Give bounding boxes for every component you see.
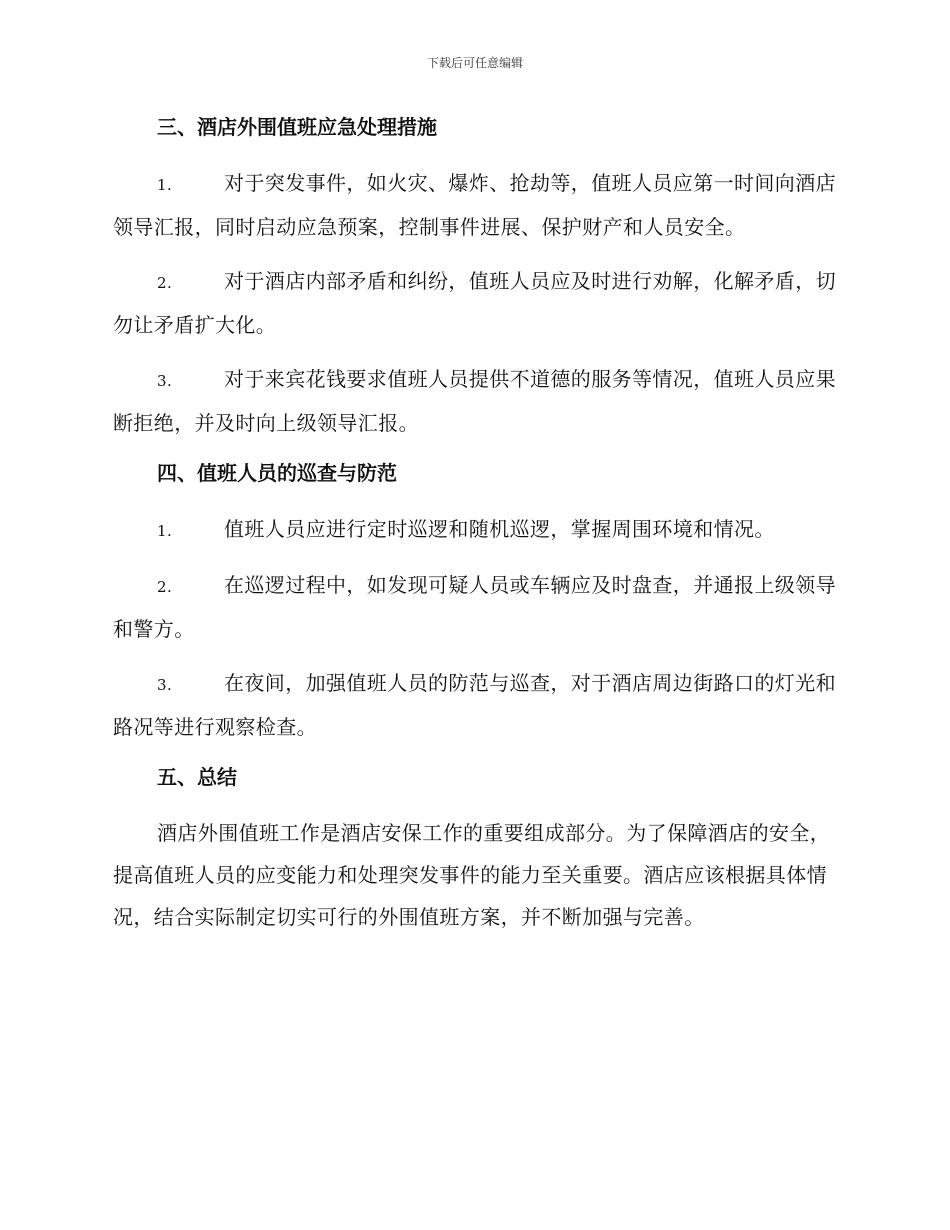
document-body — [113, 110, 837, 950]
item-number: 3. — [157, 372, 173, 390]
item-text: 在夜间，加强值班人员的防范与巡查，对于酒店周边街路口的灯光和路况等进行观察检查。 — [113, 671, 836, 739]
item-text: 对于突发事件，如火灾、爆炸、抢劫等，值班人员应第一时间向酒店领导汇报，同时启动应急预案，控制事件进展、保护财产和人员安全。 — [113, 171, 836, 239]
item-text: 对于酒店内部矛盾和纠纷，值班人员应及时进行劝解，化解矛盾，切勿让矛盾扩大化。 — [113, 269, 836, 337]
item-number: 2. — [157, 578, 173, 596]
page-header: 下载后可任意编辑 — [426, 56, 523, 70]
list-item — [113, 162, 837, 248]
summary-paragraph: 酒店外围值班工作是酒店安保工作的重要组成部分。为了保障酒店的安全，提高值班人员的应变能力和处理突发事件的能力至关重要。酒店应该根据具体情况，结合实际制定切实可行的外围值班方案，并不断加强与完善。 — [113, 821, 831, 929]
list-item — [113, 260, 837, 346]
item-text: 在巡逻过程中，如发现可疑人员或车辆应及时盘查，并通报上级领导和警方。 — [113, 573, 836, 641]
list-item — [113, 358, 837, 444]
item-text: 值班人员应进行定时巡逻和随机巡逻，掌握周围环境和情况。 — [224, 517, 775, 541]
list-item — [113, 662, 837, 748]
list-item — [113, 564, 837, 650]
item-text: 对于来宾花钱要求值班人员提供不道德的服务等情况，值班人员应果断拒绝，并及时向上级领导汇报。 — [113, 367, 836, 435]
list-item — [113, 508, 837, 552]
section-heading: 五、总结 — [157, 765, 237, 789]
item-number: 1. — [157, 176, 173, 194]
section-heading: 四、值班人员的巡查与防范 — [157, 461, 397, 485]
item-number: 2. — [157, 274, 173, 292]
section-heading: 三、酒店外围值班应急处理措施 — [157, 115, 437, 139]
item-number: 1. — [157, 522, 173, 540]
item-number: 3. — [157, 676, 173, 694]
